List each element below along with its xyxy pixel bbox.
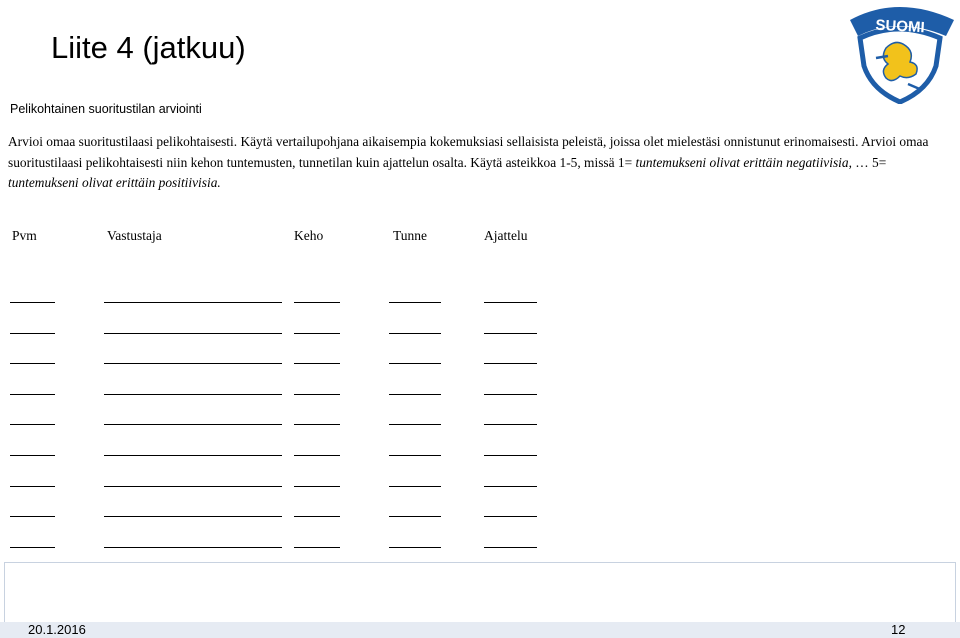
- blank-line-vastustaja: [104, 455, 282, 456]
- column-header-pvm: Pvm: [12, 228, 37, 243]
- logo-text: SUOMI: [875, 16, 926, 37]
- footer-page-number: 12: [891, 622, 906, 637]
- blank-line-vastustaja: [104, 516, 282, 517]
- blank-line-tunne: [389, 302, 441, 303]
- blank-line-ajattelu: [484, 455, 537, 456]
- instructions-scale-low: tuntemukseni olivat erittäin negatiivisia: [635, 154, 849, 170]
- suomi-logo: [836, 0, 960, 104]
- footer-area: [4, 562, 956, 623]
- blank-line-tunne: [389, 516, 441, 517]
- blank-line-pvm: [10, 333, 55, 334]
- blank-line-keho: [294, 486, 340, 487]
- blank-line-keho: [294, 363, 340, 364]
- blank-line-pvm: [10, 363, 55, 364]
- page-title: Liite 4 (jatkuu): [51, 30, 246, 65]
- blank-line-tunne: [389, 455, 441, 456]
- blank-line-tunne: [389, 424, 441, 425]
- blank-line-pvm: [10, 302, 55, 303]
- blank-line-ajattelu: [484, 302, 537, 303]
- blank-line-pvm: [10, 516, 55, 517]
- column-header-ajattelu: Ajattelu: [484, 228, 528, 243]
- blank-line-pvm: [10, 547, 55, 548]
- instructions-text-2: , … 5=: [848, 154, 887, 170]
- footer-bar: [0, 622, 960, 638]
- blank-line-keho: [294, 302, 340, 303]
- blank-line-tunne: [389, 486, 441, 487]
- instructions-scale-high: tuntemukseni olivat erittäin positiivisia.: [8, 175, 221, 190]
- blank-line-vastustaja: [104, 394, 282, 395]
- instructions-paragraph: [8, 132, 938, 194]
- blank-line-tunne: [389, 333, 441, 334]
- blank-line-tunne: [389, 394, 441, 395]
- blank-line-pvm: [10, 486, 55, 487]
- column-header-vastustaja: Vastustaja: [107, 228, 162, 243]
- blank-line-keho: [294, 547, 340, 548]
- blank-line-ajattelu: [484, 516, 537, 517]
- blank-line-pvm: [10, 424, 55, 425]
- blank-line-vastustaja: [104, 363, 282, 364]
- column-header-keho: Keho: [294, 228, 324, 243]
- blank-line-ajattelu: [484, 486, 537, 487]
- blank-line-tunne: [389, 363, 441, 364]
- blank-line-vastustaja: [104, 547, 282, 548]
- section-subtitle: Pelikohtainen suoritustilan arviointi: [10, 102, 202, 116]
- blank-line-pvm: [10, 455, 55, 456]
- blank-line-vastustaja: [104, 486, 282, 487]
- blank-line-keho: [294, 394, 340, 395]
- blank-line-vastustaja: [104, 424, 282, 425]
- blank-line-ajattelu: [484, 547, 537, 548]
- blank-line-pvm: [10, 394, 55, 395]
- blank-line-ajattelu: [484, 424, 537, 425]
- blank-line-keho: [294, 333, 340, 334]
- blank-line-keho: [294, 424, 340, 425]
- blank-line-ajattelu: [484, 333, 537, 334]
- blank-line-vastustaja: [104, 302, 282, 303]
- column-header-tunne: Tunne: [393, 228, 428, 243]
- blank-line-tunne: [389, 547, 441, 548]
- blank-line-vastustaja: [104, 333, 282, 334]
- blank-line-ajattelu: [484, 363, 537, 364]
- footer-date: 20.1.2016: [28, 622, 86, 637]
- blank-line-keho: [294, 455, 340, 456]
- blank-line-ajattelu: [484, 394, 537, 395]
- blank-line-keho: [294, 516, 340, 517]
- instructions-text-1: Arvioi omaa suoritustilaasi pelikohtaisesti. Käytä vertailupohjana aikaisempia kokemuksiasi sellaisista peleistä, joissa olet mielestäsi onnistunut erinomaisesti. Arvioi omaa suoritustilaasi pelikohtaisesti niin kehon tuntemusten, tunnetilan kuin ajattelun osalta. Käytä asteikkoa 1-5, missä 1=: [8, 134, 929, 170]
